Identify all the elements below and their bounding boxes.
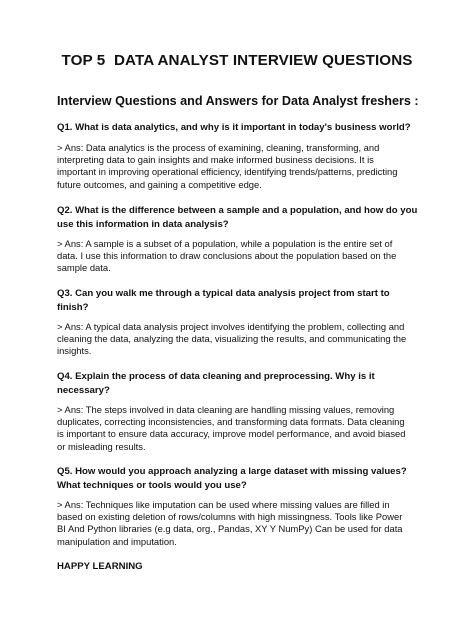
answer-4-line: duplicates, correcting inconsistencies, and transforming data formats. Data cleaning (57, 416, 405, 428)
page-title: TOP 5 DATA ANALYST INTERVIEW QUESTIONS (61, 52, 413, 69)
answer-1 (57, 142, 429, 191)
answer-4-line: is important to ensure data accuracy, improve model performance, and avoid biased (57, 428, 406, 440)
answer-3 (57, 321, 429, 358)
question-1 (57, 121, 429, 135)
answer-4 (57, 404, 429, 453)
answer-1-line: important in improving operational efficiency, identifying trends/patterns, predicting (57, 166, 398, 178)
answer-3-line: cleaning the data, analyzing the data, visualizing the results, and communicating the (57, 333, 407, 345)
question-1-line: Q1. What is data analytics, and why is it important in today's business world? (57, 122, 411, 133)
answer-3-line: > Ans: A typical data analysis project involves identifying the problem, collecting and (57, 321, 405, 332)
answer-1-line: > Ans: Data analytics is the process of examining, cleaning, transforming, and (57, 142, 380, 153)
answer-4-line: or misleading results. (57, 440, 146, 452)
question-5 (57, 465, 429, 493)
question-5-line: What techniques or tools would you use? (57, 480, 247, 491)
question-4-line: necessary? (57, 385, 110, 396)
answer-2 (57, 238, 429, 275)
answer-2-line: sample data. (57, 262, 111, 274)
question-2-line: use this information in data analysis? (57, 219, 229, 230)
section-subtitle: Interview Questions and Answers for Data Analyst freshers : (57, 94, 419, 108)
answer-5-line: BI And Python libraries (e.g data, org., Pandas, XY Y NumPy) Can be used for data (57, 523, 403, 535)
question-2 (57, 204, 429, 232)
footer-text: HAPPY LEARNING (57, 561, 143, 572)
question-3-line: finish? (57, 302, 89, 313)
question-3 (57, 287, 429, 315)
question-4-line: Q4. Explain the process of data cleaning and preprocessing. Why is it (57, 371, 375, 382)
answer-5-line: based on existing deletion of rows/columns with high missingness. Tools like Power (57, 511, 403, 523)
question-4 (57, 370, 429, 398)
question-3-line: Q3. Can you walk me through a typical data analysis project from start to (57, 288, 390, 299)
answer-1-line: interpreting data to gain insights and make informed business decisions. It is (57, 154, 374, 166)
answer-5-line: > Ans: Techniques like imputation can be used where missing values are filled in (57, 499, 390, 510)
answer-2-line: data. I use this information to draw conclusions about the population based on the (57, 250, 397, 262)
question-5-line: Q5. How would you approach analyzing a large dataset with missing values? (57, 466, 407, 477)
answer-5-line: manipulation and imputation. (57, 535, 177, 547)
question-2-line: Q2. What is the difference between a sample and a population, and how do you (57, 205, 418, 216)
answer-2-line: > Ans: A sample is a subset of a population, while a population is the entire set of (57, 238, 393, 249)
answer-1-line: future outcomes, and gaining a competitive edge. (57, 178, 262, 190)
answer-4-line: > Ans: The steps involved in data cleaning are handling missing values, removing (57, 404, 395, 415)
answer-3-line: insights. (57, 345, 92, 357)
answer-5 (57, 499, 429, 548)
